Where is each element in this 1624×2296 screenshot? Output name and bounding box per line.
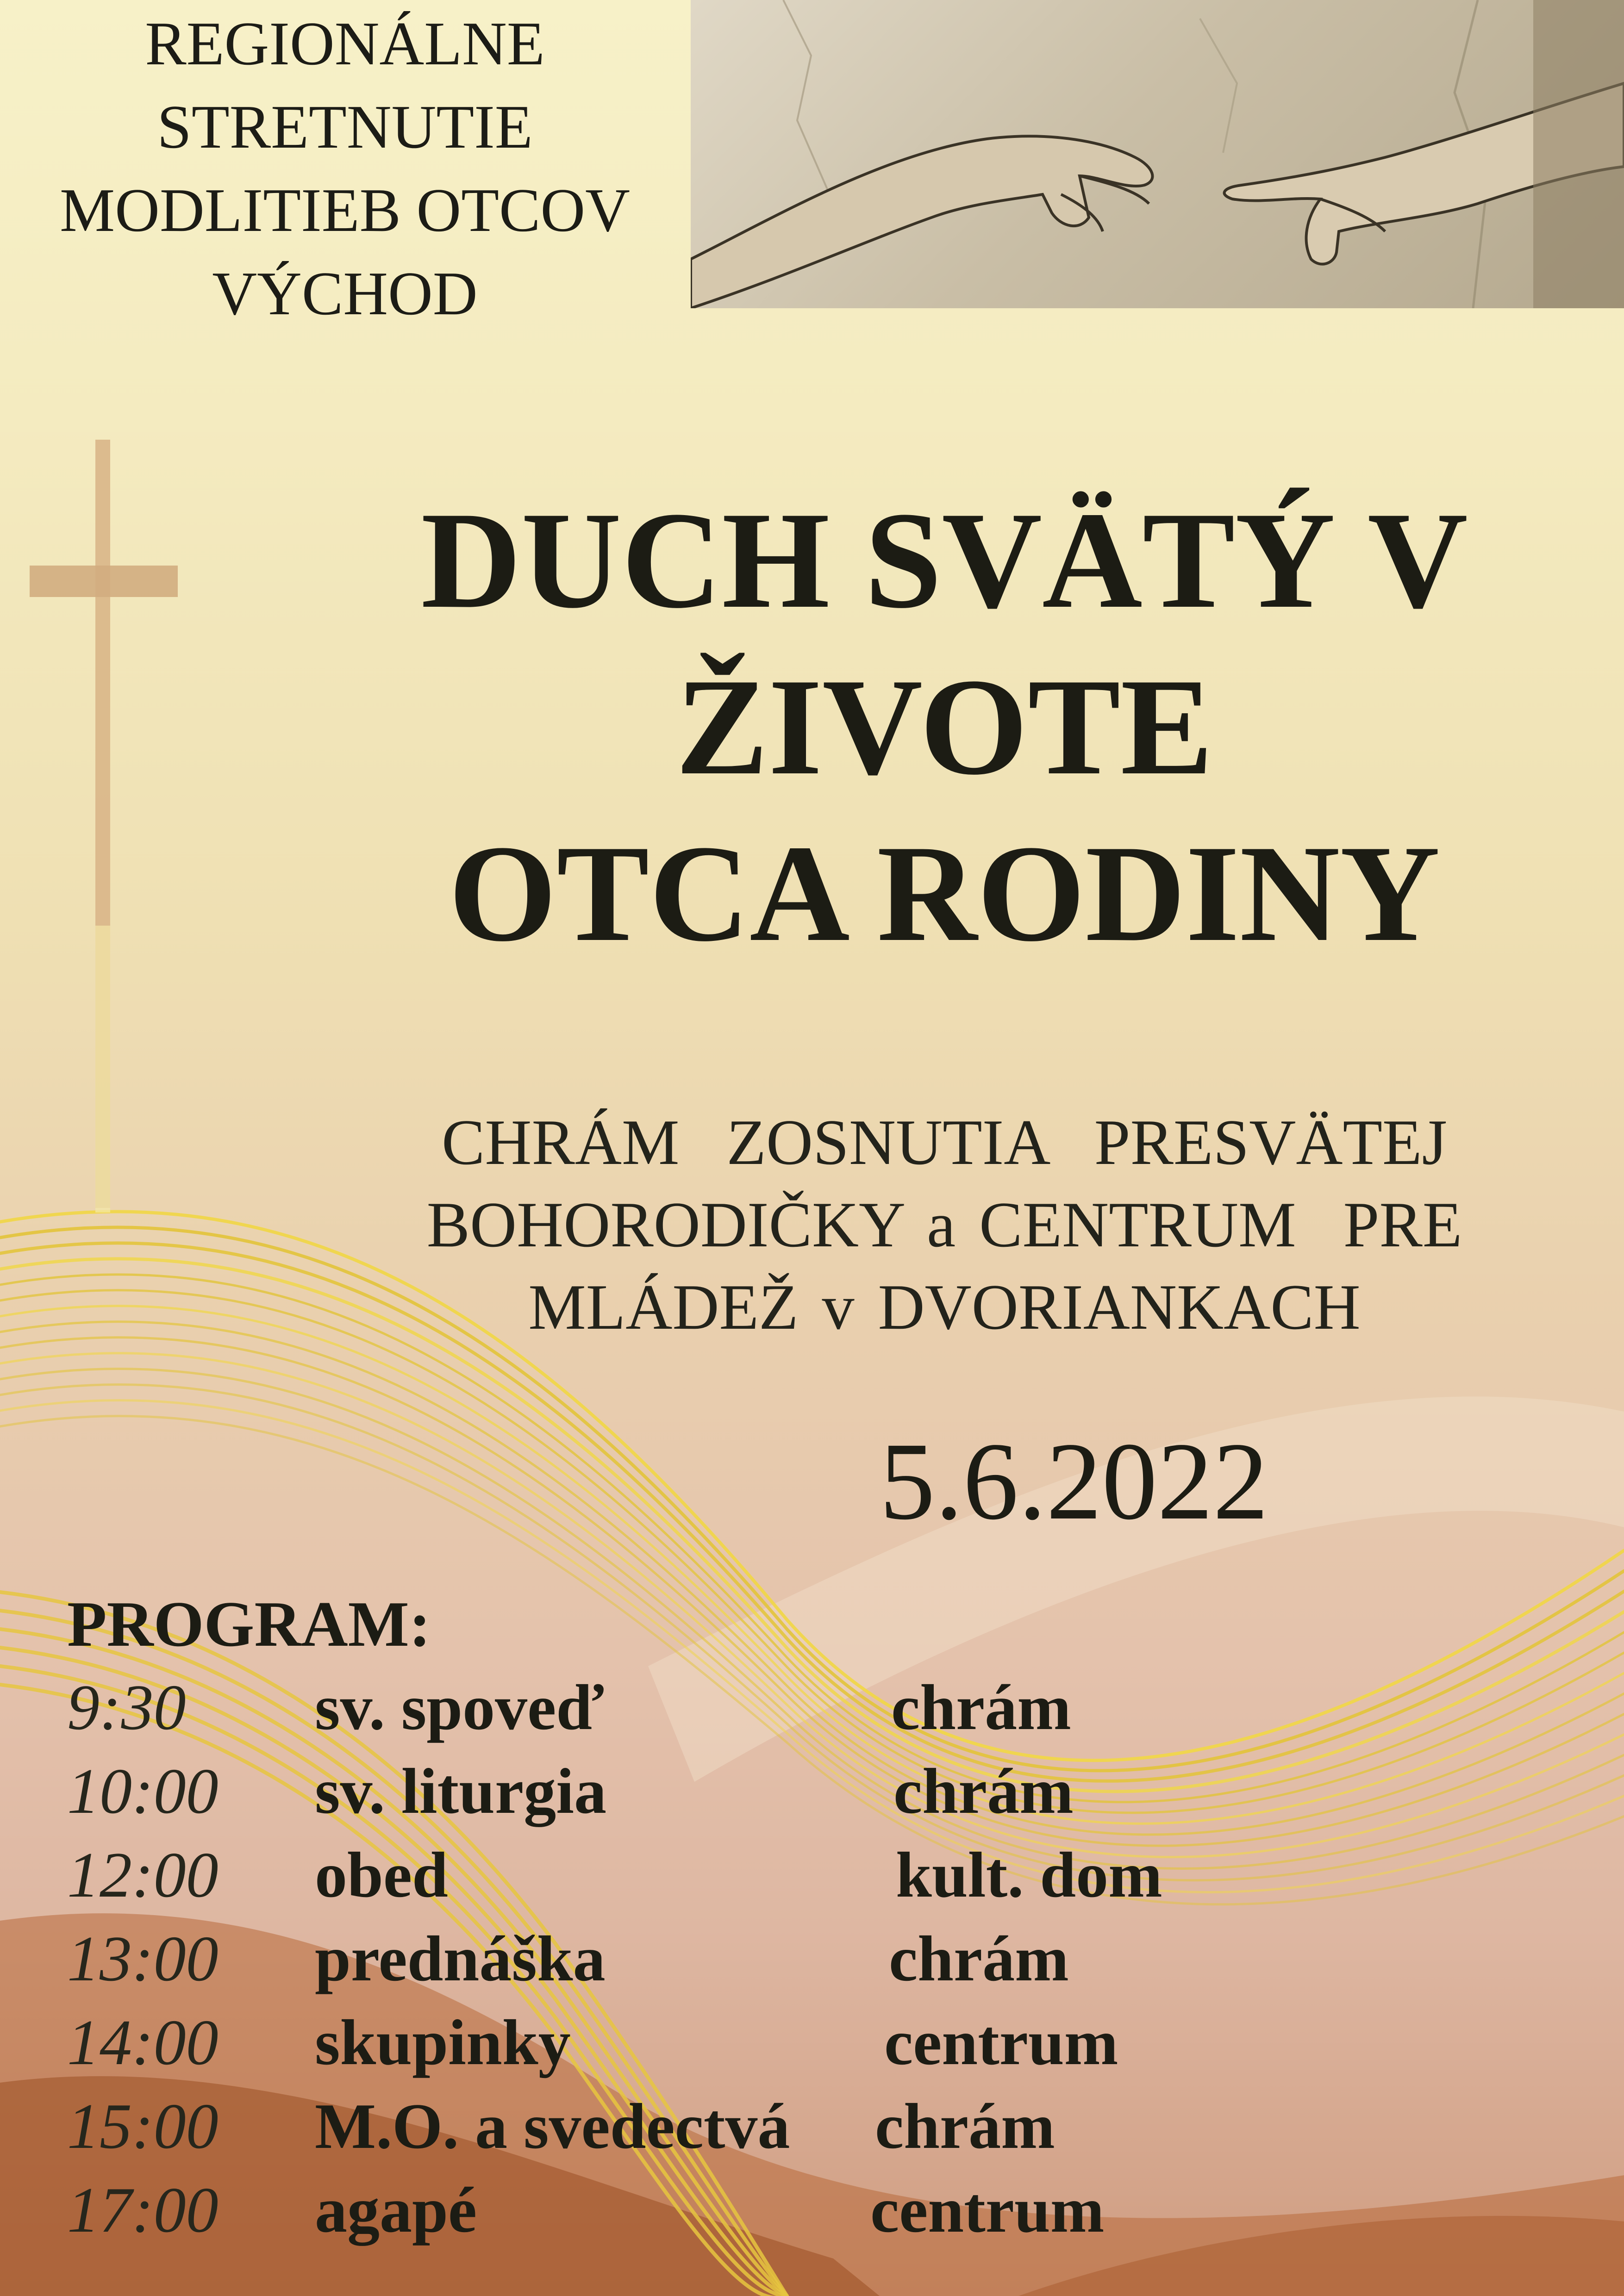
- organizer-line: STRETNUTIE: [157, 93, 533, 161]
- program-activity: agapé: [315, 2174, 477, 2246]
- event-date: 5.6.2022: [880, 1419, 1268, 1543]
- program-activity: sv. spoveď: [315, 1672, 604, 1743]
- program-heading: PROGRAM:: [67, 1588, 431, 1660]
- title-line: DUCH SVÄTÝ V: [421, 483, 1468, 637]
- organizer-block: [9, 2, 681, 335]
- program-row: [67, 1666, 1549, 1750]
- program-location: kult. dom: [896, 1839, 1162, 1911]
- program-row: [67, 2169, 1549, 2252]
- program-location: centrum: [870, 2174, 1105, 2246]
- program-time: 17:00: [67, 2174, 219, 2246]
- program-time: 9:30: [67, 1672, 186, 1743]
- venue-line: BOHORODIČKY a CENTRUM PRE: [426, 1189, 1462, 1261]
- program-time: 15:00: [67, 2091, 219, 2162]
- program-location: centrum: [884, 2007, 1118, 2078]
- program-time: 12:00: [67, 1839, 219, 1911]
- program-row: [67, 1750, 1549, 1834]
- program-row: [67, 1834, 1549, 1917]
- program-location: chrám: [889, 1923, 1069, 1995]
- title-line: ŽIVOTE: [675, 650, 1213, 803]
- creation-of-adam-hands-image: [691, 0, 1624, 308]
- organizer-line: REGIONÁLNE: [145, 9, 545, 78]
- program-row: [67, 1917, 1549, 2001]
- event-title: [370, 477, 1518, 977]
- program-time: 10:00: [67, 1755, 219, 1827]
- program-row: [67, 2001, 1549, 2085]
- event-venue: [366, 1101, 1523, 1349]
- program-time: 13:00: [67, 1923, 219, 1995]
- program-activity: obed: [315, 1839, 448, 1911]
- venue-line: MLÁDEŽ v DVORIANKACH: [528, 1271, 1361, 1343]
- program-location: chrám: [891, 1672, 1071, 1743]
- program-activity: M.O. a svedectvá: [315, 2091, 790, 2162]
- program-location: chrám: [875, 2091, 1055, 2162]
- program-activity: sv. liturgia: [315, 1755, 607, 1827]
- program-activity: skupinky: [315, 2007, 571, 2078]
- program-activity: prednáška: [315, 1923, 606, 1995]
- venue-line: CHRÁM ZOSNUTIA PRESVÄTEJ: [442, 1107, 1447, 1178]
- program-schedule: [67, 1583, 1549, 2252]
- organizer-line: VÝCHOD: [212, 259, 478, 328]
- organizer-line: MODLITIEB OTCOV: [60, 176, 630, 244]
- program-row: [67, 2085, 1549, 2169]
- title-line: OTCA RODINY: [449, 816, 1440, 970]
- program-time: 14:00: [67, 2007, 219, 2078]
- program-location: chrám: [893, 1755, 1074, 1827]
